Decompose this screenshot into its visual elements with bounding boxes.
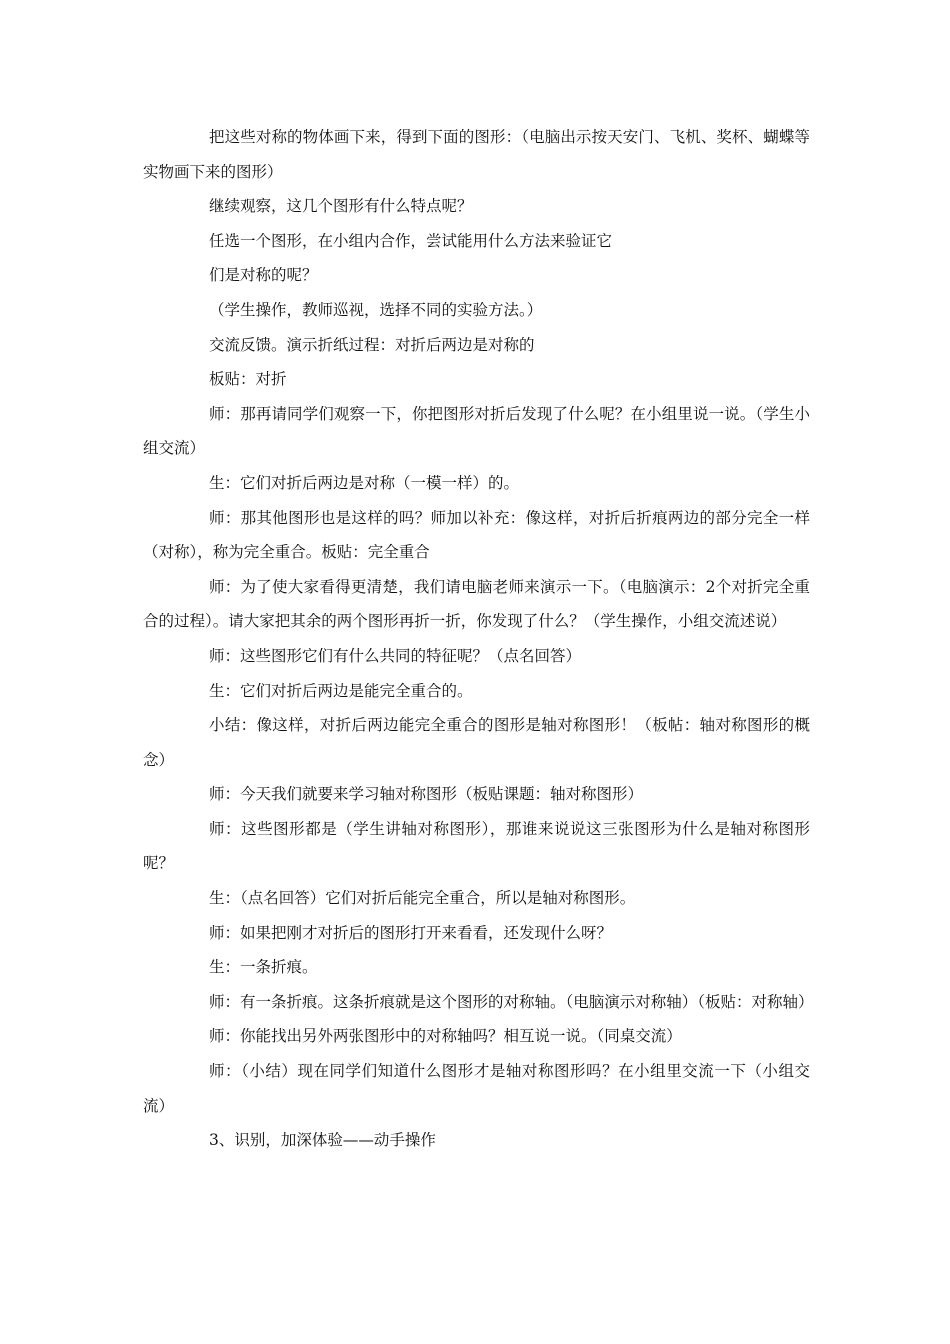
document-body	[143, 120, 814, 1158]
paragraph: 生：它们对折后两边是对称（一模一样）的。	[209, 473, 520, 492]
paragraph: 任选一个图形，在小组内合作，尝试能用什么方法来验证它	[209, 231, 613, 250]
paragraph: 师：今天我们就要来学习轴对称图形（板贴课题：轴对称图形）	[209, 785, 644, 804]
paragraph: 继续观察，这几个图形有什么特点呢？	[209, 197, 473, 216]
paragraph: 们是对称的呢？	[209, 266, 318, 285]
paragraph: 小结：像这样，对折后两边能完全重合的图形是轴对称图形！（板帖：轴对称图形的概念）	[143, 716, 810, 769]
paragraph: 师：这些图形它们有什么共同的特征呢？（点名回答）	[209, 646, 582, 665]
paragraph: 生：它们对折后两边是能完全重合的。	[209, 681, 473, 700]
paragraph: 师：那其他图形也是这样的吗？师加以补充：像这样，对折后折痕两边的部分完全一样（对称），称为完全重合。板贴：完全重合	[143, 508, 810, 562]
paragraph: 师：（小结）现在同学们知道什么图形才是轴对称图形吗？在小组里交流一下（小组交流）	[143, 1062, 810, 1115]
section-heading: 3、识别，加深体验——动手操作	[209, 1131, 436, 1150]
paragraph: 把这些对称的物体画下来，得到下面的图形：（电脑出示按天安门、飞机、奖杯、蝴蝶等实物画下来的图形）	[143, 128, 810, 181]
paragraph: 师：那再请同学们观察一下，你把图形对折后发现了什么呢？在小组里说一说。（学生小组交流）	[143, 404, 810, 458]
paragraph: 生：一条折痕。	[209, 958, 318, 977]
paragraph: 师：这些图形都是（学生讲轴对称图形），那谁来说说这三张图形为什么是轴对称图形呢？	[143, 819, 810, 873]
paragraph: 师：你能找出另外两张图形中的对称轴吗？相互说一说。（同桌交流）	[209, 1027, 682, 1046]
paragraph: 师：如果把刚才对折后的图形打开来看看，还发现什么呀？	[209, 923, 613, 942]
paragraph: 生：（点名回答）它们对折后能完全重合，所以是轴对称图形。	[209, 889, 636, 908]
paragraph: 师：为了使大家看得更清楚，我们请电脑老师来演示一下。（电脑演示：2个对折完全重合的过程）。请大家把其余的两个图形再折一折，你发现了什么？（学生操作，小组交流述说）	[143, 577, 810, 631]
paragraph: 师：有一条折痕。这条折痕就是这个图形的对称轴。（电脑演示对称轴）（板贴：对称轴）	[209, 992, 814, 1011]
paragraph: 交流反馈。演示折纸过程：对折后两边是对称的	[209, 335, 535, 354]
paragraph: 板贴：对折	[209, 370, 287, 389]
paragraph: （学生操作，教师巡视，选择不同的实验方法。）	[209, 300, 543, 319]
